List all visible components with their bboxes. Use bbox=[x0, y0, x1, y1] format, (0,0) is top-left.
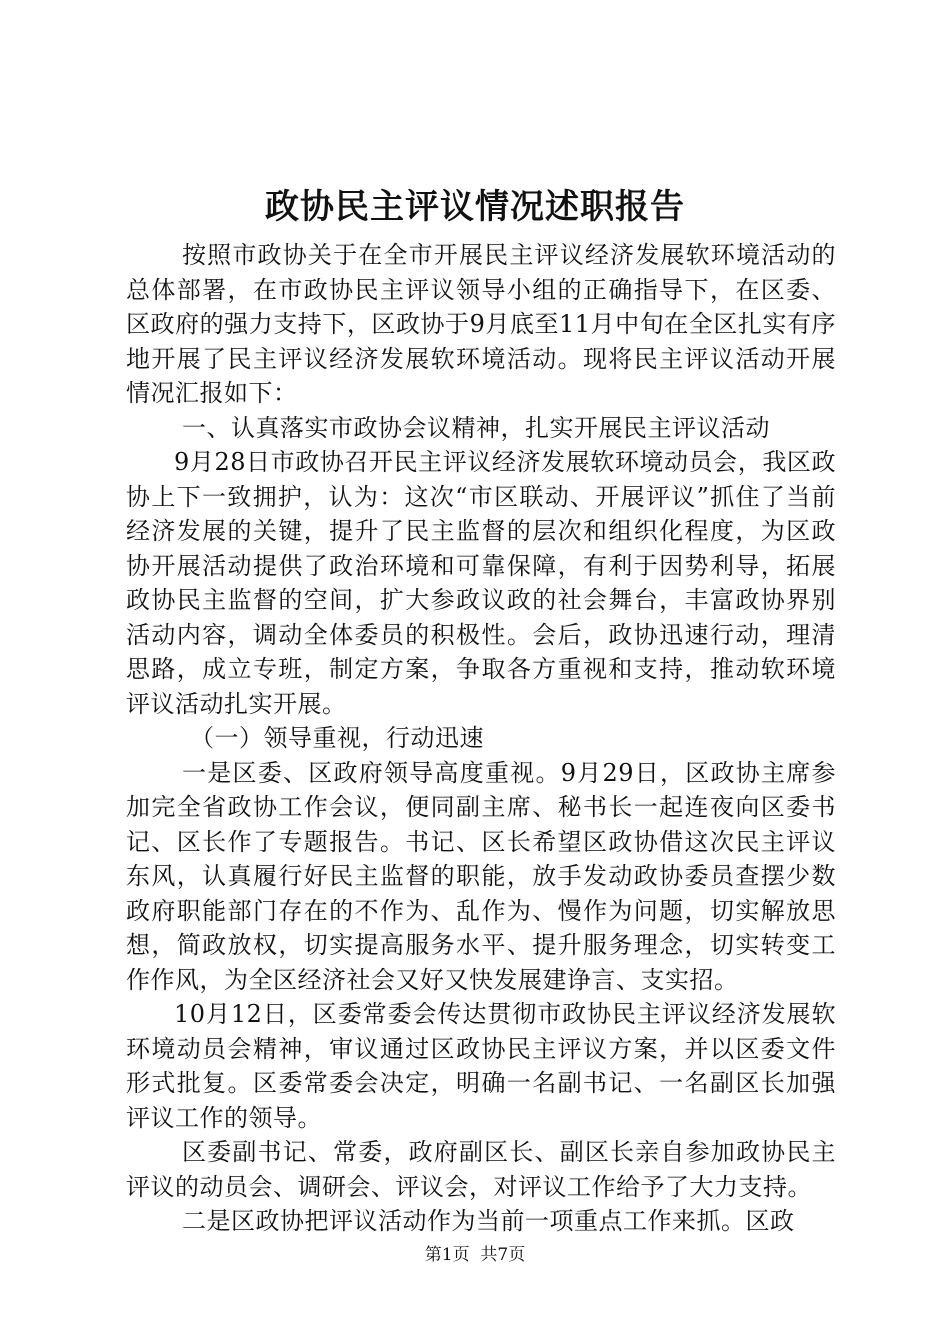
paragraph-key-work: 二是区政协把评议活动作为当前一项重点工作来抓。区政 bbox=[182, 1207, 795, 1235]
document-body bbox=[126, 238, 836, 1239]
paragraph-deputy-support: 区委副书记、常委，政府副区长、副区长亲自参加政协民主评议的动员会、调研会、评议会，对评议工作给予了大力支持。 bbox=[126, 1138, 836, 1201]
paragraph-standing-committee: 10月12日，区委常委会传达贯彻市政协民主评议经济发展软环境动员会精神，审议通过区政协民主评议方案，并以区委文件形式批复。区委常委会决定，明确一名副书记、一名副区长加强评议工作的领导。 bbox=[126, 1000, 836, 1132]
page-number-footer: 第1页 共7页 bbox=[424, 1245, 526, 1265]
paragraph-leadership: 一是区委、区政府领导高度重视。9月29日，区政协主席参加完全省政协工作会议，便同副主席、秘书长一起连夜向区委书记、区长作了专题报告。书记、区长希望区政协借这次民主评议东风，认真履行好民主监督的职能，放手发动政协委员查摆少数政府职能部门存在的不作为、乱作为、慢作为问题，切实解放思想，简政放权，切实提高服务水平、提升服务理念，切实转变工作作风，为全区经济社会又好又快发展建诤言、支实招。 bbox=[126, 758, 836, 994]
document-title: 政协民主评议情况述职报告 bbox=[265, 187, 685, 227]
subsection-heading-1: （一）领导重视，行动迅速 bbox=[190, 724, 484, 752]
paragraph-intro: 按照市政协关于在全市开展民主评议经济发展软环境活动的总体部署，在市政协民主评议领导小组的正确指导下，在区委、区政府的强力支持下，区政协于9月底至11月中旬在全区扎实有序地开展了民主评议经济发展软环境活动。现将民主评议活动开展情况汇报如下： bbox=[126, 241, 836, 407]
paragraph-mobilization-meeting: 9月28日市政协召开民主评议经济发展软环境动员会，我区政协上下一致拥护，认为：这次“市区联动、开展评议”抓住了当前经济发展的关键，提升了民主监督的层次和组织化程度，为区政协开展活动提供了政治环境和可靠保障，有利于因势利导，拓展政协民主监督的空间，扩大参政议政的社会舞台，丰富政协界别活动内容，调动全体委员的积极性。会后，政协迅速行动，理清思路，成立专班，制定方案，争取各方重视和支持，推动软环境评议活动扎实开展。 bbox=[126, 448, 836, 718]
section-heading-1: 一、认真落实市政协会议精神，扎实开展民主评议活动 bbox=[182, 413, 770, 442]
